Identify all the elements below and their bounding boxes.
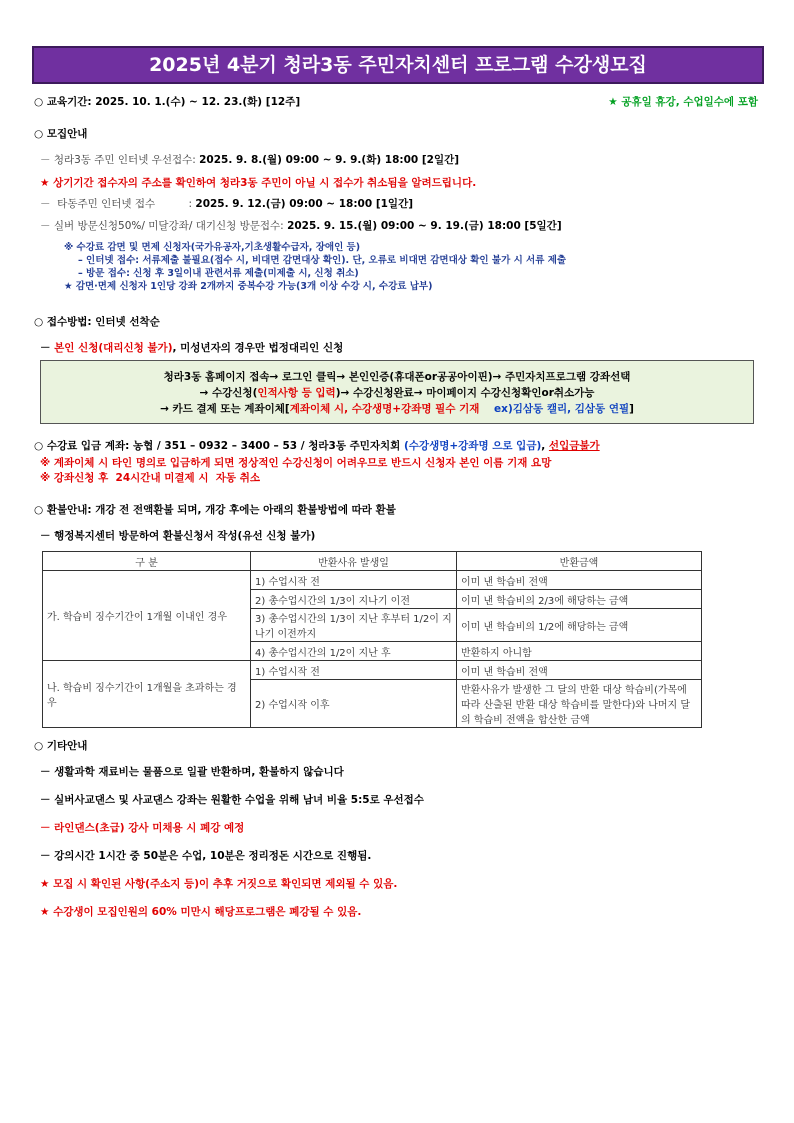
table-header-row: [43, 552, 702, 571]
refund-group-1: 가. 학습비 징수기간이 1개월 이내인 경우: [43, 571, 251, 661]
steps-line-2a: → 수강신청(: [199, 387, 258, 399]
etc-item-3: － 라인댄스(초급) 강사 미채용 시 폐강 예정: [40, 822, 245, 834]
recruit-line-1-prefix: － 청라3동 주민 인터넷 우선접수:: [40, 154, 200, 166]
table-cell: 이미 낸 학습비의 2/3에 해당하는 금액: [457, 590, 702, 609]
table-row: [43, 661, 702, 680]
etc-item-1: － 생활과학 재료비는 물품으로 일괄 반환하며, 환불하지 않습니다: [40, 766, 344, 778]
recruit-line-3-prefix: － 실버 방문신청50%/ 미달강좌/ 대기신청 방문접수:: [40, 220, 288, 232]
method-self-only: 본인 신청(대리신청 불가): [54, 342, 173, 354]
steps-line-2: [41, 385, 753, 401]
discount-note-3: – 방문 접수: 신청 후 3일이내 관련서류 제출(미제출 시, 신청 취소): [78, 268, 359, 279]
period-note: ★ 공휴일 휴강, 수업일수에 포함: [608, 96, 758, 108]
recruit-line-3-date: 2025. 9. 15.(월) 09:00 ~ 9. 19.(금) 18:00 [5일간]: [287, 220, 562, 232]
table-cell: 이미 낸 학습비 전액: [457, 661, 702, 680]
period-label: ○ 교육기간: 2025. 10. 1.(수) ~ 12. 23.(화) [12주]: [34, 96, 301, 108]
steps-line-2b: )→ 수강신청완료→ 마이페이지 수강신청확인or취소가능: [335, 387, 595, 399]
payment-note-1: ※ 계좌이체 시 타인 명의로 입금하게 되면 정상적인 수강신청이 어려우므로 반드시 신청자 본인 이름 기재 요망: [40, 457, 552, 469]
steps-line-1: 청라3동 홈페이지 접속→ 로그인 클릭→ 본인인증(휴대폰or공공아이핀)→ 주민자치프로그램 강좌선택: [163, 371, 631, 383]
steps-line-3: [41, 401, 753, 417]
payment-deposit-note: (수강생명+강좌명 으로 입금): [403, 440, 542, 452]
refund-heading: ○ 환불안내: 개강 전 전액환불 되며, 개강 후에는 아래의 환불방법에 따라 환불: [34, 504, 396, 516]
steps-line-3a: → 카드 결제 또는 계좌이체[: [160, 403, 290, 415]
table-row: [43, 571, 702, 590]
method-rest: , 미성년자의 경우만 법정대리인 신청: [172, 342, 344, 354]
application-steps-box: [40, 360, 754, 424]
discount-note-4: ★ 감면·면제 신청자 1인당 강좌 2개까지 중복수강 가능(3개 이상 수강 시, 수강료 납부): [64, 281, 433, 292]
table-cell: 이미 낸 학습비 전액: [457, 571, 702, 590]
steps-line-2-red: 인적사항 등 입력: [257, 387, 336, 399]
table-cell: 1) 수업시작 전: [251, 661, 457, 680]
table-header: 반환금액: [457, 552, 702, 571]
recruit-line-3: [40, 218, 562, 233]
recruit-line-1-date: 2025. 9. 8.(월) 09:00 ~ 9. 9.(화) 18:00 [2일간]: [199, 154, 460, 166]
table-cell: 반환사유가 발생한 그 달의 반환 대상 학습비(가목에 따라 산출된 반환 대상 학습비를 말한다)와 나머지 달의 학습비 전액을 합산한 금액: [457, 680, 702, 728]
refund-group-2: 나. 학습비 징수기간이 1개월을 초과하는 경우: [43, 661, 251, 728]
table-cell: 4) 총수업시간의 1/2이 지난 후: [251, 642, 457, 661]
recruit-line-2: [40, 196, 413, 211]
payment-no-prepay: 선입금불가: [548, 440, 600, 452]
method-line: － 본인 신청(대리신청 불가), 미성년자의 경우만 법정대리인 신청: [40, 342, 344, 354]
table-cell: 2) 수업시작 이후: [251, 680, 457, 728]
recruit-warning: ★ 상기기간 접수자의 주소를 확인하여 청라3동 주민이 아닐 시 접수가 취소됨을 알려드립니다.: [40, 177, 477, 189]
etc-heading: ○ 기타안내: [34, 740, 88, 752]
payment-account: ○ 수강료 입금 계좌: 농협 / 351 – 0932 – 3400 – 53 / 청라3동 주민자치회: [34, 440, 404, 452]
etc-item-4: － 강의시간 1시간 중 50분은 수업, 10분은 정리정돈 시간으로 진행됨.: [40, 850, 372, 862]
table-cell: 반환하지 아니함: [457, 642, 702, 661]
table-cell: 3) 총수업시간의 1/3이 지난 후부터 1/2이 지나기 이전까지: [251, 609, 457, 642]
discount-note-2: – 인터넷 접수: 서류제출 불필요(접수 시, 비대면 감면대상 확인). 단, 오류로 비대면 감면대상 확인 불가 시 서류 제출: [78, 255, 567, 266]
recruit-line-1: [40, 152, 459, 167]
etc-item-5: ★ 모집 시 확인된 사항(주소지 등)이 추후 거짓으로 확인되면 제외될 수 있음.: [40, 878, 398, 890]
table-header: 반환사유 발생일: [251, 552, 457, 571]
etc-item-6: ★ 수강생이 모집인원의 60% 미만시 해당프로그램은 폐강될 수 있음.: [40, 906, 362, 918]
recruit-line-2-date: 2025. 9. 12.(금) 09:00 ~ 18:00 [1일간]: [195, 198, 414, 210]
payment-comma: ,: [541, 440, 549, 452]
page-title: 2025년 4분기 청라3동 주민자치센터 프로그램 수강생모집: [32, 46, 764, 84]
discount-note-1: ※ 수강료 감면 및 면제 신청자(국가유공자,기초생활수급자, 장애인 등): [64, 242, 361, 253]
etc-item-2: － 실버사교댄스 및 사교댄스 강좌는 원활한 수업을 위해 남녀 비율 5:5로 우선접수: [40, 794, 424, 806]
table-cell: 이미 낸 학습비의 1/2에 해당하는 금액: [457, 609, 702, 642]
recruit-heading: ○ 모집안내: [34, 128, 88, 140]
payment-note-2: ※ 강좌신청 후 24시간내 미결제 시 자동 취소: [40, 472, 261, 484]
refund-table: [42, 551, 702, 728]
table-cell: 2) 총수업시간의 1/3이 지나기 이전: [251, 590, 457, 609]
recruit-line-2-prefix: － 타동주민 인터넷 접수 :: [40, 198, 196, 210]
steps-line-3c: ]: [629, 403, 634, 415]
steps-line-3-red: 계좌이체 시, 수강생명+강좌명 필수 기재: [289, 403, 480, 415]
table-header: 구 분: [43, 552, 251, 571]
table-cell: 1) 수업시작 전: [251, 571, 457, 590]
payment-line: [34, 438, 600, 453]
steps-line-3-blue: ex)김삼동 캘리, 김삼동 연필: [479, 403, 630, 415]
refund-sub: － 행정복지센터 방문하여 환불신청서 작성(유선 신청 불가): [40, 530, 316, 542]
method-heading: ○ 접수방법: 인터넷 선착순: [34, 316, 160, 328]
